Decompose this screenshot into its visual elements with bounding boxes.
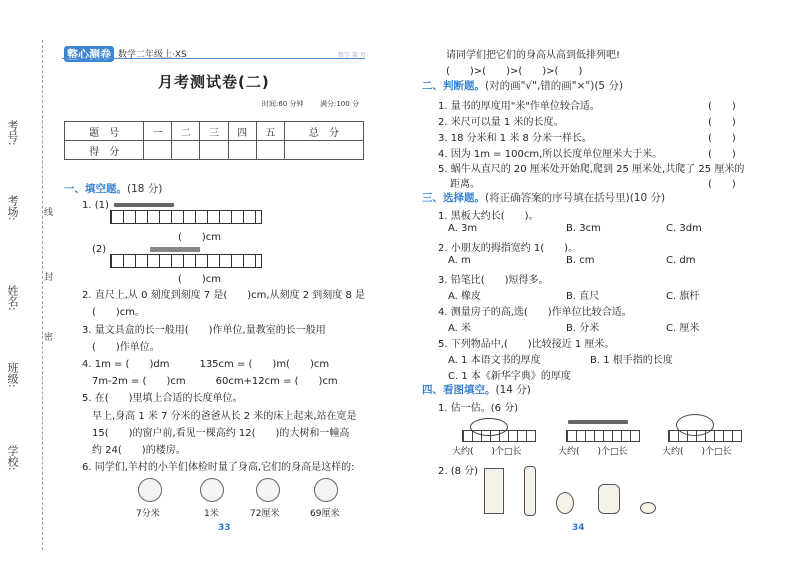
binding-margin bbox=[0, 0, 62, 585]
judge-item-cont: 距离。 bbox=[450, 179, 480, 190]
estimate-blank[interactable]: 大约( )个□长 bbox=[452, 447, 522, 457]
unit-boxes bbox=[668, 430, 742, 442]
choice-question: 5. 下列物品中,( )比较接近 1 厘米。 bbox=[438, 339, 615, 350]
score-header-cell: 四 bbox=[228, 122, 256, 141]
label-school: 学校: bbox=[6, 445, 19, 471]
q3-text-a: 3. 量文具盒的长一般用( )作单位,量教室的长一般用 bbox=[82, 325, 326, 336]
score-header-cell: 三 bbox=[200, 122, 228, 141]
section-2-points: (对的画"√",错的画"×")(5 分) bbox=[485, 80, 624, 92]
score-header-cell: 总 分 bbox=[284, 122, 363, 141]
score-header-cell: 二 bbox=[172, 122, 200, 141]
score-cell[interactable] bbox=[200, 141, 228, 160]
choice-question: 2. 小朋友的拇指宽约 1( )。 bbox=[438, 243, 579, 254]
choice-option: A. 1 本语文书的厚度 bbox=[448, 355, 541, 366]
brand-logo: 整心测卷 bbox=[64, 46, 114, 62]
estimate-blank[interactable]: 大约( )个□长 bbox=[662, 447, 732, 457]
bear-drawing bbox=[598, 484, 620, 514]
judge-answer[interactable]: ( ) bbox=[708, 149, 736, 160]
rank-answer-blanks[interactable]: ( )>( )>( )>( ) bbox=[446, 66, 583, 77]
section-4-title: 四、看图填空。 bbox=[422, 384, 496, 396]
page-number-right: 34 bbox=[572, 523, 585, 533]
sheep-figure bbox=[314, 478, 338, 502]
section-3-heading bbox=[422, 190, 665, 205]
sheep-figure bbox=[256, 478, 280, 502]
estimate-question: 1. 估一估。(6 分) bbox=[438, 403, 519, 414]
choice-option: A. 3m bbox=[448, 223, 478, 234]
choice-option: C. 3dm bbox=[666, 223, 702, 234]
choice-option: A. 米 bbox=[448, 323, 472, 334]
unit-boxes bbox=[462, 430, 536, 442]
height-label: 72厘米 bbox=[250, 509, 280, 519]
choice-option: B. cm bbox=[566, 255, 595, 266]
q4-text-a: 4. 1m = ( )dm 135cm = ( )m( )cm bbox=[82, 359, 330, 370]
picture-question: 2. (8 分) bbox=[438, 466, 479, 477]
page-title: 月考测试卷(二) bbox=[158, 73, 270, 91]
choice-option: A. 橡皮 bbox=[448, 291, 482, 302]
section-3-title: 三、选择题。 bbox=[422, 192, 485, 204]
q6-text: 6. 同学们,羊村的小羊们体检时量了身高,它们的身高是这样的: bbox=[82, 462, 355, 473]
choice-option: A. m bbox=[448, 255, 471, 266]
pencil-drawing bbox=[568, 420, 628, 424]
choice-option: C. 旗杆 bbox=[666, 291, 700, 302]
judge-answer[interactable]: ( ) bbox=[708, 179, 736, 190]
choice-option: C. 1 本《新华字典》的厚度 bbox=[448, 371, 571, 382]
section-2-heading bbox=[422, 78, 623, 93]
label-exam-no: 考号: bbox=[6, 120, 19, 146]
choice-question: 3. 铅笔比( )短得多。 bbox=[438, 275, 549, 286]
section-3-points: (将正确答案的序号填在括号里)(10 分) bbox=[485, 192, 666, 204]
cut-line bbox=[42, 40, 43, 550]
rank-instruction: 请同学们把它们的身高从高到低排列吧! bbox=[446, 50, 621, 61]
judge-item: 4. 因为 1m = 100cm,所以长度单位厘米大于米。 bbox=[438, 149, 663, 160]
score-header-cell: 五 bbox=[256, 122, 284, 141]
score-cell[interactable] bbox=[144, 141, 172, 160]
section-4-points: (14 分) bbox=[495, 384, 531, 396]
cut-mark-feng: 封 bbox=[44, 273, 54, 283]
estimate-blank[interactable]: 大约( )个□长 bbox=[558, 447, 628, 457]
pencil-drawing bbox=[114, 203, 174, 207]
label-name: 姓名: bbox=[6, 285, 19, 311]
header-tiny-text: 数学 第 页 bbox=[338, 52, 366, 59]
q1a-answer[interactable]: ( )cm bbox=[178, 232, 222, 243]
score-table bbox=[64, 121, 364, 160]
q3-text-b: ( )作单位。 bbox=[92, 342, 160, 353]
judge-item: 1. 量书的厚度用"米"作单位较合适。 bbox=[438, 101, 600, 112]
choice-option: B. 1 根手指的长度 bbox=[590, 355, 673, 366]
ruler-drawing-1 bbox=[110, 210, 262, 224]
section-1-title: 一、填空题。 bbox=[64, 183, 127, 195]
sheep-figure bbox=[200, 478, 224, 502]
q1b-answer[interactable]: ( )cm bbox=[178, 274, 222, 285]
label-class: 班级: bbox=[6, 362, 19, 388]
turtle-drawing bbox=[640, 502, 656, 514]
choice-option: B. 3cm bbox=[566, 223, 601, 234]
q2-text-a: 2. 直尺上,从 0 刻度到刻度 7 是( )cm,从刻度 2 到刻度 8 是 bbox=[82, 290, 365, 301]
q5-para-a: 早上,身高 1 米 7 分米的爸爸从长 2 米的床上起来,站在宽是 bbox=[92, 411, 357, 422]
unit-boxes bbox=[566, 430, 640, 442]
score-cell[interactable] bbox=[228, 141, 256, 160]
header-rule bbox=[62, 58, 365, 59]
section-4-heading bbox=[422, 382, 531, 397]
q5-para-c: 约 24( )的楼房。 bbox=[92, 445, 186, 456]
judge-answer[interactable]: ( ) bbox=[708, 101, 736, 112]
score-header-cell: 一 bbox=[144, 122, 172, 141]
judge-item: 3. 18 分米和 1 米 8 分米一样长。 bbox=[438, 133, 593, 144]
cut-mark-xian: 线 bbox=[44, 208, 54, 218]
judge-item: 2. 米尺可以量 1 米的长度。 bbox=[438, 117, 564, 128]
q5-text: 5. 在( )里填上合适的长度单位。 bbox=[82, 393, 243, 404]
q4-text-b: 7m-2m = ( )cm 60cm+12cm = ( )cm bbox=[92, 376, 338, 387]
judge-answer[interactable]: ( ) bbox=[708, 133, 736, 144]
choice-option: B. 直尺 bbox=[566, 291, 600, 302]
sheep-figure bbox=[138, 478, 162, 502]
q2-text-b: ( )cm。 bbox=[92, 307, 146, 318]
score-header-cell: 题 号 bbox=[65, 122, 144, 141]
q5-para-b: 15( )的窗户前,看见一棵高约 12( )的大树和一幢高 bbox=[92, 428, 350, 439]
judge-answer[interactable]: ( ) bbox=[708, 117, 736, 128]
score-row-label: 得 分 bbox=[65, 141, 144, 160]
cut-mark-mi: 密 bbox=[44, 333, 54, 343]
nail-drawing bbox=[150, 247, 200, 252]
choice-option: B. 分米 bbox=[566, 323, 600, 334]
height-label: 7分米 bbox=[136, 509, 160, 519]
height-label: 69厘米 bbox=[310, 509, 340, 519]
rabbit-drawing bbox=[556, 492, 574, 514]
label-exam-room: 考场: bbox=[6, 195, 19, 221]
q1b-label: (2) bbox=[92, 244, 107, 255]
time-limit: 时间:60 分钟 bbox=[262, 100, 304, 108]
q1a-label: 1. (1) bbox=[82, 200, 109, 211]
stack-drawing bbox=[524, 466, 536, 516]
choice-question: 1. 黑板大约长( )。 bbox=[438, 211, 539, 222]
score-cell[interactable] bbox=[284, 141, 363, 160]
choice-question: 4. 测量房子的高,选( )作单位比较合适。 bbox=[438, 307, 632, 318]
choice-option: C. dm bbox=[666, 255, 696, 266]
subject-label: 数学二年级上·XS bbox=[118, 50, 187, 60]
full-score: 满分:100 分 bbox=[320, 100, 359, 108]
score-cell[interactable] bbox=[256, 141, 284, 160]
page-number-left: 33 bbox=[218, 523, 231, 533]
section-2-title: 二、判断题。 bbox=[422, 80, 485, 92]
person-drawing bbox=[484, 468, 504, 514]
section-1-heading bbox=[64, 181, 162, 196]
ruler-drawing-2 bbox=[110, 254, 262, 268]
section-1-points: (18 分) bbox=[127, 183, 163, 195]
choice-option: C. 厘米 bbox=[666, 323, 700, 334]
height-label: 1米 bbox=[204, 509, 219, 519]
judge-item: 5. 蜗牛从直尺的 20 厘米处开始爬,爬到 25 厘米处,共爬了 25 厘米的 bbox=[438, 164, 745, 175]
score-cell[interactable] bbox=[172, 141, 200, 160]
